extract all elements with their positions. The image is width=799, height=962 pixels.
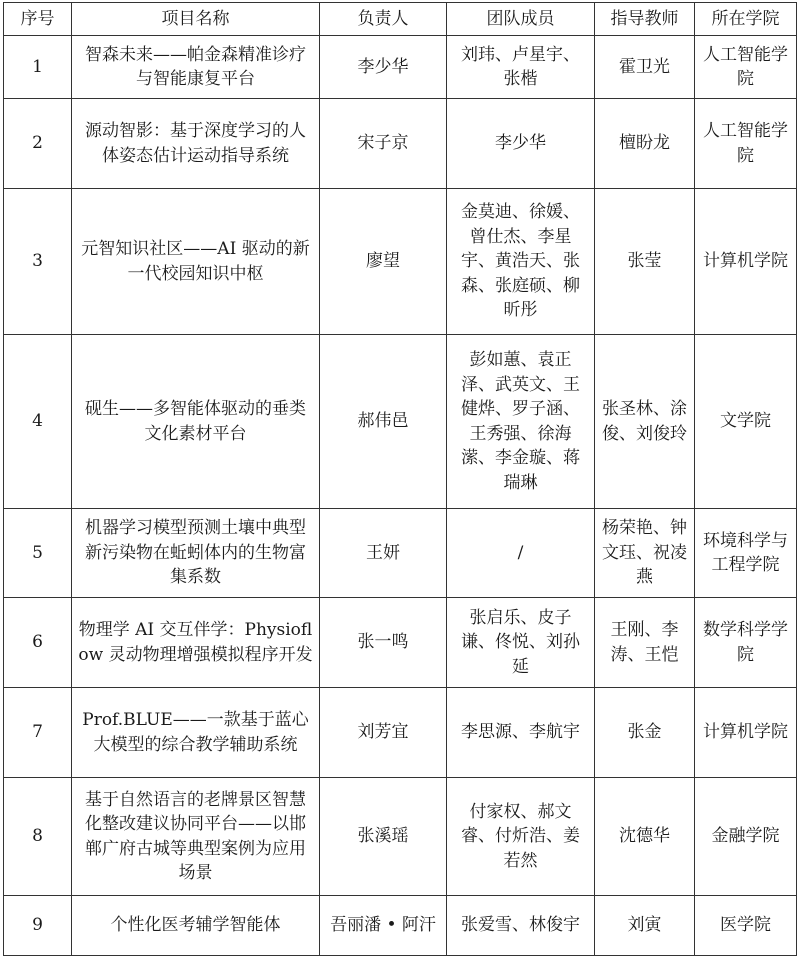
- cell-members: 李思源、李航宇: [447, 688, 595, 778]
- cell-no: 9: [4, 896, 72, 956]
- header-no: 序号: [4, 3, 72, 36]
- cell-advisor: 杨荣艳、钟文珏、祝凌燕: [595, 509, 695, 598]
- cell-leader: 张一鸣: [320, 598, 447, 688]
- table-row: [4, 598, 797, 688]
- cell-name: 源动智影：基于深度学习的人体姿态估计运动指导系统: [72, 99, 320, 189]
- cell-name: Prof.BLUE——一款基于蓝心大模型的综合教学辅助系统: [72, 688, 320, 778]
- cell-leader: 刘芳宜: [320, 688, 447, 778]
- cell-name: 元智知识社区——AI 驱动的新一代校园知识中枢: [72, 189, 320, 335]
- cell-members: 张启乐、皮子谦、佟悦、刘孙延: [447, 598, 595, 688]
- cell-no: 1: [4, 36, 72, 99]
- cell-leader: 廖望: [320, 189, 447, 335]
- table-row: [4, 99, 797, 189]
- table-row: [4, 36, 797, 99]
- cell-members: 彭如蕙、袁正泽、武英文、王健烨、罗子涵、王秀强、徐海潆、李金璇、蒋瑞琳: [447, 335, 595, 509]
- table-row: [4, 189, 797, 335]
- cell-no: 4: [4, 335, 72, 509]
- cell-leader: 郝伟邑: [320, 335, 447, 509]
- cell-college: 计算机学院: [695, 688, 797, 778]
- header-advisor: 指导教师: [595, 3, 695, 36]
- cell-advisor: 刘寅: [595, 896, 695, 956]
- cell-advisor: 王刚、李涛、王恺: [595, 598, 695, 688]
- cell-no: 8: [4, 778, 72, 896]
- cell-leader: 宋子京: [320, 99, 447, 189]
- cell-members: 刘玮、卢星宇、张楷: [447, 36, 595, 99]
- cell-no: 3: [4, 189, 72, 335]
- cell-college: 数学科学学院: [695, 598, 797, 688]
- cell-advisor: 沈德华: [595, 778, 695, 896]
- cell-no: 5: [4, 509, 72, 598]
- table-row: [4, 896, 797, 956]
- cell-no: 7: [4, 688, 72, 778]
- cell-name: 砚生——多智能体驱动的垂类文化素材平台: [72, 335, 320, 509]
- cell-leader: 吾丽潘 • 阿汗: [320, 896, 447, 956]
- cell-name: 个性化医考辅学智能体: [72, 896, 320, 956]
- cell-leader: 张溪瑶: [320, 778, 447, 896]
- table-row: [4, 335, 797, 509]
- cell-college: 计算机学院: [695, 189, 797, 335]
- table-row: [4, 509, 797, 598]
- cell-no: 2: [4, 99, 72, 189]
- table-row: [4, 688, 797, 778]
- cell-name: 物理学 AI 交互伴学：Physioflow 灵动物理增强模拟程序开发: [72, 598, 320, 688]
- cell-leader: 王妍: [320, 509, 447, 598]
- cell-leader: 李少华: [320, 36, 447, 99]
- header-college: 所在学院: [695, 3, 797, 36]
- cell-members: /: [447, 509, 595, 598]
- cell-college: 环境科学与工程学院: [695, 509, 797, 598]
- cell-advisor: 张莹: [595, 189, 695, 335]
- cell-name: 机器学习模型预测土壤中典型新污染物在蚯蚓体内的生物富集系数: [72, 509, 320, 598]
- table-row: [4, 778, 797, 896]
- cell-advisor: 张圣林、涂俊、刘俊玲: [595, 335, 695, 509]
- header-leader: 负责人: [320, 3, 447, 36]
- cell-college: 金融学院: [695, 778, 797, 896]
- header-members: 团队成员: [447, 3, 595, 36]
- cell-college: 人工智能学院: [695, 36, 797, 99]
- project-table: [3, 2, 797, 956]
- cell-college: 医学院: [695, 896, 797, 956]
- cell-members: 李少华: [447, 99, 595, 189]
- cell-name: 基于自然语言的老牌景区智慧化整改建议协同平台——以邯郸广府古城等典型案例为应用场景: [72, 778, 320, 896]
- cell-advisor: 霍卫光: [595, 36, 695, 99]
- cell-members: 付家权、郝文睿、付炘浩、姜若然: [447, 778, 595, 896]
- cell-members: 金莫迪、徐媛、曾仕杰、李星宇、黄浩天、张森、张庭硕、柳昕彤: [447, 189, 595, 335]
- cell-advisor: 张金: [595, 688, 695, 778]
- cell-college: 文学院: [695, 335, 797, 509]
- cell-members: 张爱雪、林俊宇: [447, 896, 595, 956]
- header-row: [4, 3, 797, 36]
- cell-college: 人工智能学院: [695, 99, 797, 189]
- cell-no: 6: [4, 598, 72, 688]
- header-name: 项目名称: [72, 3, 320, 36]
- cell-name: 智森未来——帕金森精准诊疗与智能康复平台: [72, 36, 320, 99]
- cell-advisor: 檀盼龙: [595, 99, 695, 189]
